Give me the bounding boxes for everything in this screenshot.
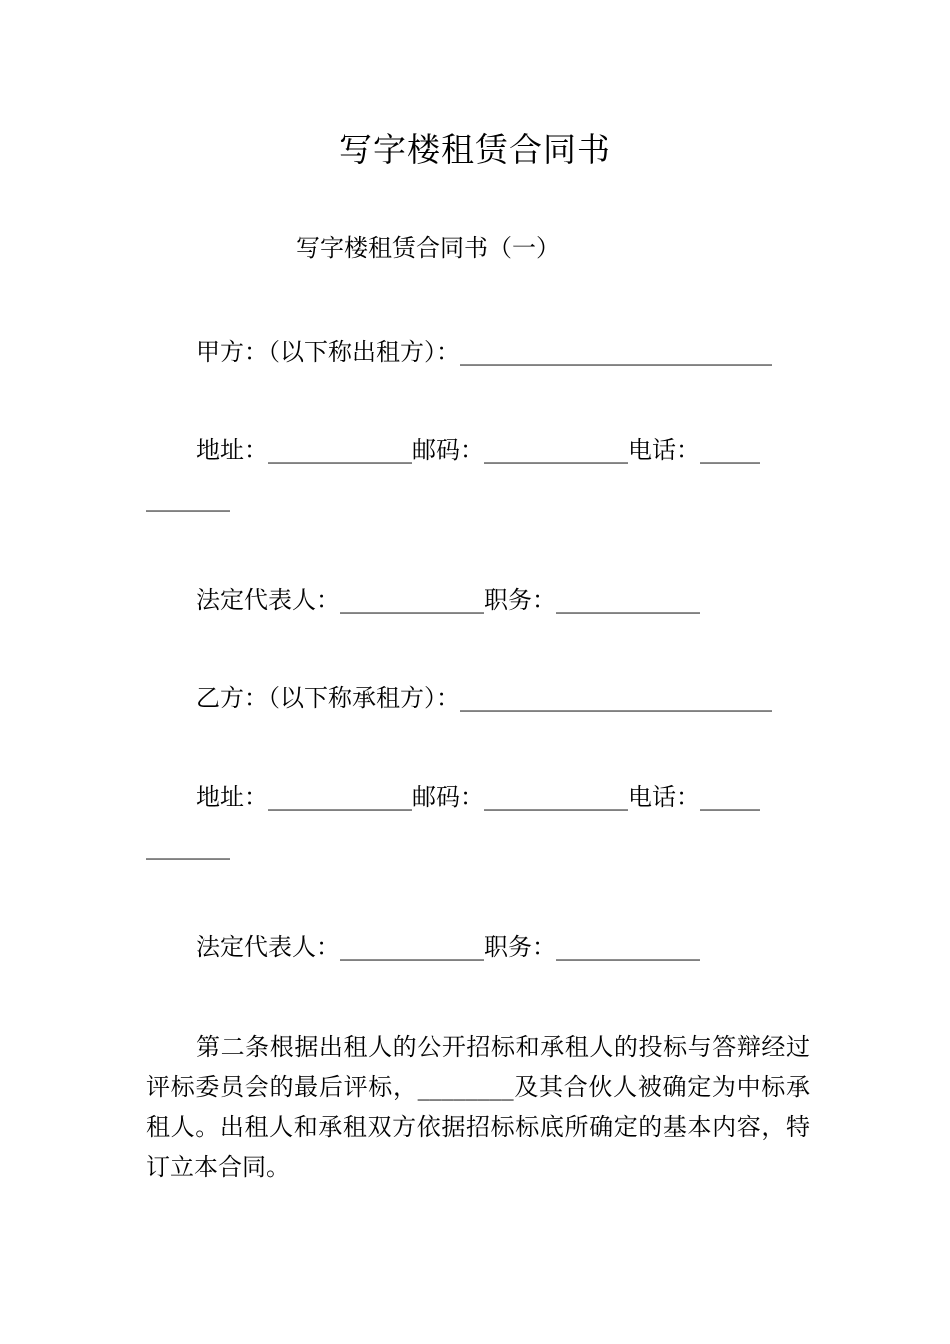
document-subtitle: 写字楼租赁合同书（一） [296, 234, 560, 262]
party-b-contact-line: 地址：____________邮码：____________电话：_____ [196, 783, 760, 811]
party-b-line: 乙方：（以下称承租方）：__________________________ [196, 684, 772, 712]
party-b-representative-line: 法定代表人：____________职务：____________ [196, 933, 700, 961]
party-a-contact-line-continued: _______ [146, 484, 230, 512]
party-a-line: 甲方：（以下称出租方）：__________________________ [196, 338, 772, 366]
party-a-representative-line: 法定代表人：____________职务：____________ [196, 586, 700, 614]
document-title: 写字楼租赁合同书 [339, 130, 611, 169]
party-a-contact-line: 地址：____________邮码：____________电话：_____ [196, 436, 760, 464]
party-b-contact-line-continued: _______ [146, 832, 230, 860]
article-two-paragraph: 第二条根据出租人的公开招标和承租人的投标与答辩经过评标委员会的最后评标，________及其合伙人被确定为中标承租人。出租人和承租双方依据招标标底所确定的基本内容，特订立本合同。 [146, 1033, 810, 1181]
